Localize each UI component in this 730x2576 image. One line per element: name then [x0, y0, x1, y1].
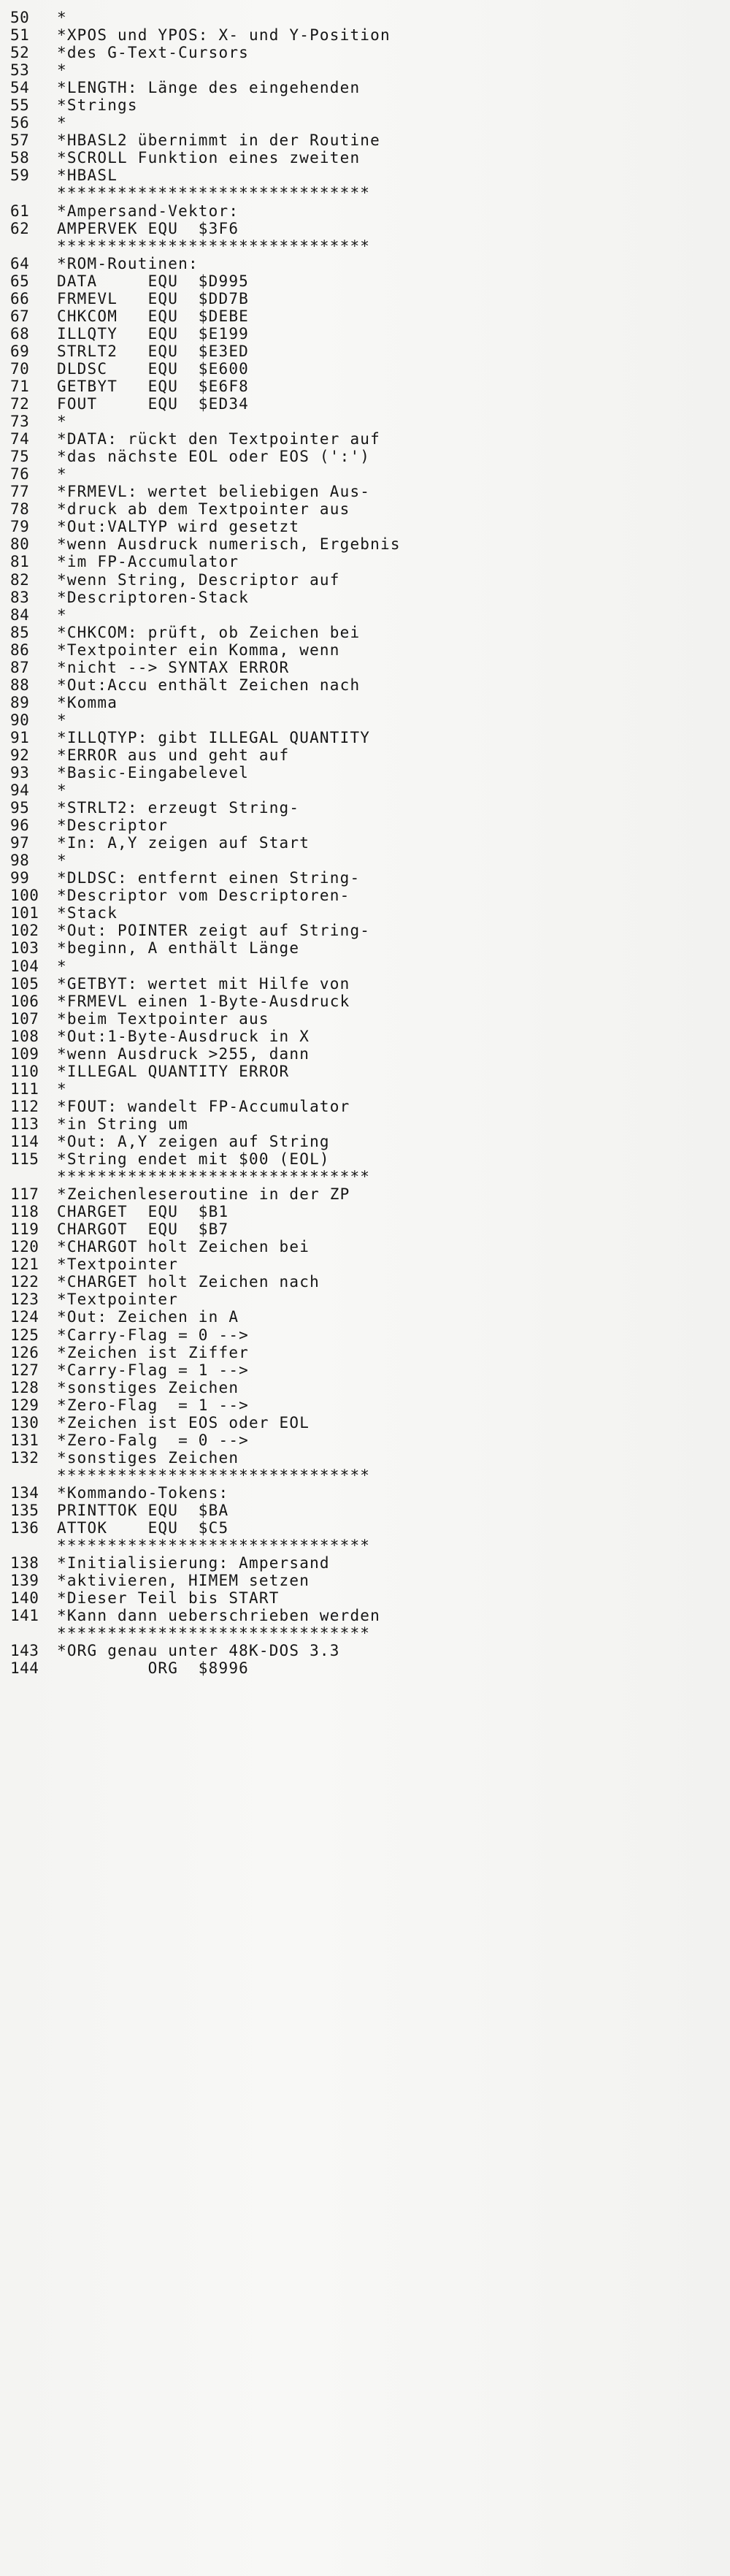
line-number: 64: [10, 254, 30, 272]
line-code: *FRMEVL: wertet beliebigen Aus-: [57, 483, 371, 501]
line-code: *im FP-Accumulator: [57, 553, 239, 571]
line-code: *SCROLL Funktion eines zweiten: [57, 149, 361, 167]
listing-line: [10, 272, 711, 290]
line-number: 76: [10, 465, 30, 484]
line-number: 115: [10, 1150, 39, 1169]
line-number: 113: [10, 1115, 39, 1133]
line-code: *ILLEGAL QUANTITY ERROR: [57, 1062, 290, 1080]
line-code: DATA EQU $D995: [57, 272, 250, 290]
listing-line: [10, 659, 711, 676]
line-number: 119: [10, 1220, 39, 1239]
line-number: 51: [10, 26, 30, 45]
line-code: *******************************: [57, 184, 371, 202]
listing-line: [10, 553, 711, 570]
line-number: 56: [10, 114, 30, 132]
listing-line: [10, 413, 711, 430]
line-code: *HBASL2 übernimmt in der Routine: [57, 131, 380, 150]
line-number: 131: [10, 1431, 39, 1449]
line-number: 83: [10, 588, 30, 606]
listing-line: [10, 694, 711, 711]
line-code: *beim Textpointer aus: [57, 1009, 269, 1028]
line-number: 87: [10, 658, 30, 676]
line-code: *Descriptor vom Descriptoren-: [57, 887, 350, 905]
line-number: 95: [10, 799, 30, 817]
line-code: CHARGOT EQU $B7: [57, 1220, 229, 1239]
line-code: *: [57, 1079, 67, 1098]
listing-line: [10, 26, 711, 44]
listing-line: [10, 237, 711, 255]
line-number: 128: [10, 1378, 39, 1396]
line-number: 114: [10, 1133, 39, 1150]
listing-line: [10, 1238, 711, 1255]
listing-line: [10, 1115, 711, 1133]
line-code: *des G-Text-Cursors: [57, 44, 250, 62]
line-code: *nicht --> SYNTAX ERROR: [57, 658, 290, 676]
listing-line: [10, 96, 711, 114]
listing-line: [10, 1484, 711, 1502]
line-code: *das nächste EOL oder EOS (':'): [57, 448, 371, 466]
line-number: 62: [10, 219, 30, 237]
line-code: *CHARGET holt Zeichen nach: [57, 1273, 320, 1291]
listing-line: [10, 325, 711, 343]
listing-line: [10, 1361, 711, 1379]
listing-line: [10, 1133, 711, 1150]
line-number: 94: [10, 781, 30, 800]
line-code: *String endet mit $00 (EOL): [57, 1150, 330, 1169]
listing-line: [10, 220, 711, 237]
line-code: *Zero-Flag = 1 -->: [57, 1396, 250, 1414]
line-code: *FOUT: wandelt FP-Accumulator: [57, 1097, 350, 1115]
listing-line: [10, 1537, 711, 1554]
listing-line: [10, 1098, 711, 1115]
line-code: AMPERVEK EQU $3F6: [57, 219, 239, 237]
listing-line: [10, 184, 711, 202]
line-number: 125: [10, 1326, 39, 1344]
listing-line: [10, 817, 711, 834]
line-number: 90: [10, 711, 30, 729]
line-number: 110: [10, 1062, 39, 1080]
listing-line: [10, 9, 711, 26]
line-code: *CHKCOM: prüft, ob Zeichen bei: [57, 623, 361, 641]
line-code: *beginn, A enthält Länge: [57, 939, 300, 958]
listing-line: [10, 1396, 711, 1414]
line-code: *: [57, 957, 67, 975]
line-number: 72: [10, 395, 30, 413]
line-code: CHKCOM EQU $DEBE: [57, 307, 250, 325]
line-code: *Out: POINTER zeigt auf String-: [57, 922, 371, 940]
line-number: 135: [10, 1501, 39, 1519]
line-code: ORG $8996: [57, 1659, 250, 1678]
line-number: 127: [10, 1361, 39, 1379]
line-number: 134: [10, 1483, 39, 1502]
line-code: *Carry-Flag = 1 -->: [57, 1361, 250, 1379]
line-code: *Kann dann ueberschrieben werden: [57, 1607, 380, 1625]
line-code: ATTOK EQU $C5: [57, 1519, 229, 1537]
line-code: *: [57, 852, 67, 870]
line-code: *******************************: [57, 1537, 371, 1555]
line-number: 78: [10, 500, 30, 519]
line-code: *: [57, 605, 67, 624]
listing-line: [10, 290, 711, 307]
line-code: *Carry-Flag = 0 -->: [57, 1326, 250, 1344]
line-code: *Stack: [57, 904, 118, 922]
line-number: 99: [10, 869, 30, 887]
line-number: 118: [10, 1203, 39, 1221]
line-code: *Out:VALTYP wird gesetzt: [57, 518, 300, 536]
listing-line: [10, 131, 711, 149]
line-code: *XPOS und YPOS: X- und Y-Position: [57, 26, 391, 45]
line-number: 68: [10, 324, 30, 343]
line-code: CHARGET EQU $B1: [57, 1203, 229, 1221]
line-number: 50: [10, 9, 30, 26]
line-code: *sonstiges Zeichen: [57, 1378, 239, 1396]
listing-line: [10, 255, 711, 272]
line-number: 84: [10, 605, 30, 624]
listing-line: [10, 1308, 711, 1326]
listing-line: [10, 465, 711, 483]
line-number: 54: [10, 79, 30, 97]
line-code: *LENGTH: Länge des eingehenden: [57, 79, 361, 97]
line-code: *Textpointer ein Komma, wenn: [57, 641, 340, 659]
line-code: *Descriptor: [57, 817, 169, 835]
line-code: *Textpointer: [57, 1255, 179, 1274]
listing-line: [10, 1467, 711, 1484]
line-code: *Dieser Teil bis START: [57, 1589, 280, 1608]
listing-line: [10, 1326, 711, 1344]
line-number: 103: [10, 939, 39, 958]
listing-line: [10, 1642, 711, 1659]
line-code: *Komma: [57, 693, 118, 711]
listing-line: [10, 1449, 711, 1467]
line-number: 129: [10, 1396, 39, 1414]
line-code: FRMEVL EQU $DD7B: [57, 289, 250, 307]
line-code: *******************************: [57, 237, 371, 255]
line-number: 112: [10, 1097, 39, 1115]
listing-line: [10, 1255, 711, 1273]
line-number: 53: [10, 61, 30, 80]
line-number: 82: [10, 570, 30, 589]
listing-line: [10, 711, 711, 729]
line-number: 109: [10, 1044, 39, 1063]
listing-line: [10, 939, 711, 957]
listing-line: [10, 869, 711, 887]
line-code: *: [57, 114, 67, 132]
listing-line: [10, 1379, 711, 1396]
line-number: 108: [10, 1027, 39, 1045]
listing-line: [10, 993, 711, 1010]
line-code: *ERROR aus und geht auf: [57, 746, 290, 764]
line-code: *******************************: [57, 1168, 371, 1186]
line-number: 75: [10, 448, 30, 466]
line-number: 105: [10, 974, 39, 993]
listing-line: [10, 395, 711, 413]
line-number: 69: [10, 342, 30, 360]
line-number: 79: [10, 518, 30, 536]
line-number: 77: [10, 483, 30, 501]
listing-line: [10, 1080, 711, 1098]
line-code: *ROM-Routinen:: [57, 254, 199, 272]
line-code: *STRLT2: erzeugt String-: [57, 799, 300, 817]
line-number: 130: [10, 1413, 39, 1432]
listing-line: [10, 343, 711, 360]
line-number: 138: [10, 1554, 39, 1572]
line-code: *: [57, 781, 67, 800]
line-number: 93: [10, 764, 30, 782]
line-code: *Out: Zeichen in A: [57, 1308, 239, 1326]
line-number: 57: [10, 131, 30, 150]
listing-line: [10, 114, 711, 131]
line-number: 100: [10, 887, 39, 905]
line-number: 61: [10, 202, 30, 220]
listing-line: [10, 1045, 711, 1063]
line-code: *HBASL: [57, 167, 118, 185]
line-code: *Zeichen ist EOS oder EOL: [57, 1413, 310, 1432]
listing-line: [10, 1502, 711, 1519]
line-number: 144: [10, 1659, 39, 1678]
listing-line: [10, 307, 711, 325]
line-number: 107: [10, 1009, 39, 1028]
listing-line: [10, 1168, 711, 1185]
listing-line: [10, 1344, 711, 1361]
line-code: *DATA: rückt den Textpointer auf: [57, 430, 380, 448]
line-number: 92: [10, 746, 30, 764]
line-number: 140: [10, 1589, 39, 1608]
listing-line: [10, 641, 711, 659]
line-code: *aktivieren, HIMEM setzen: [57, 1572, 310, 1590]
listing-line: [10, 518, 711, 535]
line-code: *In: A,Y zeigen auf Start: [57, 834, 310, 852]
listing-line: [10, 1010, 711, 1028]
listing-line: [10, 430, 711, 448]
line-number: 96: [10, 817, 30, 835]
listing-line: [10, 79, 711, 96]
line-number: 143: [10, 1642, 39, 1660]
line-number: 106: [10, 992, 39, 1010]
line-code: *CHARGOT holt Zeichen bei: [57, 1238, 310, 1256]
line-number: 139: [10, 1572, 39, 1590]
listing-line: [10, 1063, 711, 1080]
listing-line: [10, 624, 711, 641]
line-number: 101: [10, 904, 39, 922]
listing-line: [10, 167, 711, 184]
line-code: *Zeichenleseroutine in der ZP: [57, 1185, 350, 1204]
listing-line: [10, 1554, 711, 1572]
line-code: *Zeichen ist Ziffer: [57, 1343, 250, 1361]
line-code: *Zero-Falg = 0 -->: [57, 1431, 250, 1449]
listing-line: [10, 676, 711, 694]
line-code: *: [57, 9, 67, 26]
line-code: *GETBYT: wertet mit Hilfe von: [57, 974, 350, 993]
listing-line: [10, 589, 711, 606]
listing-line: [10, 852, 711, 869]
line-number: 58: [10, 149, 30, 167]
line-number: 124: [10, 1308, 39, 1326]
listing-line: [10, 1624, 711, 1642]
listing-line: [10, 1273, 711, 1291]
line-code: *ILLQTYP: gibt ILLEGAL QUANTITY: [57, 728, 371, 746]
line-number: 102: [10, 922, 39, 940]
line-number: 55: [10, 96, 30, 115]
line-number: 52: [10, 44, 30, 62]
line-code: ILLQTY EQU $E199: [57, 324, 250, 343]
listing-line: [10, 1607, 711, 1624]
line-code: *Strings: [57, 96, 138, 115]
line-code: *Kommando-Tokens:: [57, 1483, 229, 1502]
listing-line: [10, 1185, 711, 1203]
listing-line: [10, 975, 711, 993]
listing-line: [10, 448, 711, 465]
line-code: *DLDSC: entfernt einen String-: [57, 869, 361, 887]
line-code: *ORG genau unter 48K-DOS 3.3: [57, 1642, 340, 1660]
line-number: 136: [10, 1519, 39, 1537]
line-number: 71: [10, 377, 30, 395]
line-code: DLDSC EQU $E600: [57, 359, 250, 378]
line-number: 98: [10, 852, 30, 870]
line-number: 91: [10, 728, 30, 746]
line-code: *Initialisierung: Ampersand: [57, 1554, 330, 1572]
line-number: 89: [10, 693, 30, 711]
listing-line: [10, 535, 711, 553]
listing-line: [10, 1220, 711, 1238]
listing-line: [10, 1659, 711, 1677]
line-code: *: [57, 413, 67, 431]
line-number: 59: [10, 167, 30, 185]
line-code: *druck ab dem Textpointer aus: [57, 500, 350, 519]
listing-line: [10, 764, 711, 781]
listing-line: [10, 887, 711, 904]
line-number: 104: [10, 957, 39, 975]
listing-line: [10, 44, 711, 61]
line-number: 132: [10, 1448, 39, 1467]
listing-line: [10, 483, 711, 500]
line-number: 65: [10, 272, 30, 290]
line-code: *Out: A,Y zeigen auf String: [57, 1133, 330, 1150]
listing-line: [10, 360, 711, 378]
line-number: 123: [10, 1291, 39, 1309]
line-code: *: [57, 711, 67, 729]
listing-line: [10, 571, 711, 589]
line-number: 97: [10, 834, 30, 852]
listing-line: [10, 1203, 711, 1220]
listing-line: [10, 958, 711, 975]
line-code: GETBYT EQU $E6F8: [57, 377, 250, 395]
listing-line: [10, 799, 711, 817]
listing-line: [10, 922, 711, 939]
line-code: *Out:1-Byte-Ausdruck in X: [57, 1027, 310, 1045]
listing-line: [10, 729, 711, 746]
listing-line: [10, 1589, 711, 1607]
line-number: 122: [10, 1273, 39, 1291]
line-code: *: [57, 61, 67, 80]
listing-line: [10, 1291, 711, 1308]
listing-line: [10, 378, 711, 395]
line-code: *Out:Accu enthält Zeichen nach: [57, 676, 361, 694]
line-number: 73: [10, 413, 30, 431]
line-number: 121: [10, 1255, 39, 1274]
line-code: *wenn String, Descriptor auf: [57, 570, 340, 589]
line-number: 120: [10, 1238, 39, 1256]
line-number: 66: [10, 289, 30, 307]
line-code: *Descriptoren-Stack: [57, 588, 250, 606]
listing-line: [10, 1414, 711, 1432]
line-number: 111: [10, 1079, 39, 1098]
listing-line: [10, 149, 711, 167]
line-code: *******************************: [57, 1466, 371, 1484]
line-number: 117: [10, 1185, 39, 1204]
line-code: *in String um: [57, 1115, 188, 1133]
listing-line: [10, 904, 711, 922]
line-code: PRINTTOK EQU $BA: [57, 1501, 229, 1519]
line-number: 141: [10, 1607, 39, 1625]
line-code: *: [57, 465, 67, 484]
listing-line: [10, 606, 711, 624]
line-code: *Textpointer: [57, 1291, 179, 1309]
listing-line: [10, 1519, 711, 1537]
line-code: *wenn Ausdruck >255, dann: [57, 1044, 310, 1063]
listing-line: [10, 500, 711, 518]
line-code: *sonstiges Zeichen: [57, 1448, 239, 1467]
line-code: *FRMEVL einen 1-Byte-Ausdruck: [57, 992, 350, 1010]
listing-line: [10, 1028, 711, 1045]
line-code: *wenn Ausdruck numerisch, Ergebnis: [57, 535, 401, 554]
line-code: STRLT2 EQU $E3ED: [57, 342, 250, 360]
line-number: 67: [10, 307, 30, 325]
line-code: *Basic-Eingabelevel: [57, 764, 250, 782]
line-number: 80: [10, 535, 30, 554]
listing-line: [10, 1150, 711, 1168]
line-number: 85: [10, 623, 30, 641]
line-number: 70: [10, 359, 30, 378]
line-number: 126: [10, 1343, 39, 1361]
line-number: 74: [10, 430, 30, 448]
listing-line: [10, 746, 711, 764]
line-number: 86: [10, 641, 30, 659]
listing-line: [10, 834, 711, 852]
listing-line: [10, 1572, 711, 1589]
listing-line: [10, 1432, 711, 1449]
line-code: *******************************: [57, 1624, 371, 1643]
line-number: 81: [10, 553, 30, 571]
listing-line: [10, 61, 711, 79]
line-code: *Ampersand-Vektor:: [57, 202, 239, 220]
listing-line: [10, 202, 711, 220]
listing-line: [10, 781, 711, 799]
line-code: FOUT EQU $ED34: [57, 395, 250, 413]
assembler-listing: [10, 9, 711, 1677]
line-number: 88: [10, 676, 30, 694]
